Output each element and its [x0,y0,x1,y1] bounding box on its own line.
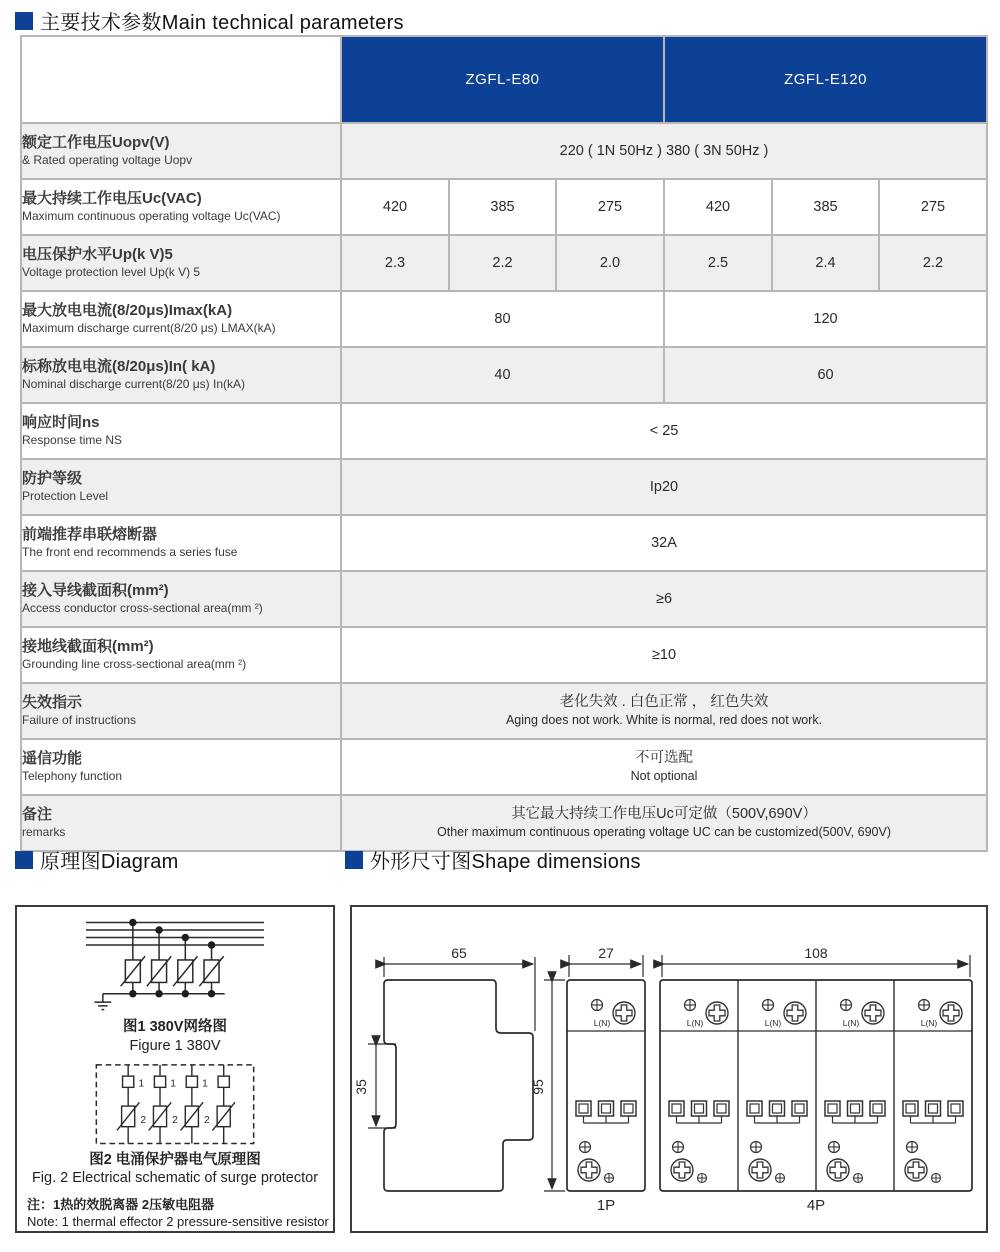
figure2-schematic [89,1063,261,1145]
main-parameters-heading [15,6,404,35]
terminal-label: L(N) [593,1018,611,1028]
row-value: ≥6 [341,571,987,627]
svg-text:L(N): L(N) [920,1018,938,1028]
figure1-schematic [60,915,290,1014]
row-label: 前端推荐串联熔断器 The front end recommends a series fuse [21,515,341,571]
header-zh: 型号规格 [40,65,105,82]
diagram-note-en: Note: 1 thermal effector 2 pressure-sensitive resistor [27,1214,329,1230]
row-value: 275 [556,179,664,235]
blue-square-icon [15,851,33,869]
diagram-heading-text: 原理图Diagram [40,851,179,873]
table-row [21,403,987,459]
row-value: 420 [664,179,772,235]
row-value: 32A [341,515,987,571]
row-label: 响应时间ns Response time NS [21,403,341,459]
screw-icon [592,1000,603,1011]
row-value: 其它最大持续工作电压Uc可定做（500V,690V） Other maximum continuous operating voltage UC can be customized(500V, 690V) [341,795,987,851]
table-header-row [21,36,987,123]
figure2-caption-en: Fig. 2 Electrical schematic of surge protector [31,1170,319,1187]
row-value: 275 [879,179,987,235]
dim-35-label: 35 [353,1079,369,1095]
screw-icon [580,1142,591,1153]
svg-text:L(N): L(N) [686,1018,704,1028]
row-value: 120 [664,291,987,347]
component-label: 2 [204,1115,210,1127]
screw-icon [613,1002,635,1024]
component-label: 1 [138,1078,145,1090]
row-label: 标称放电电流(8/20μs)In( kA) Nominal discharge current(8/20 μs) In(kA) [21,347,341,403]
row-value: 385 [449,179,556,235]
component-label: 1 [202,1078,208,1090]
shape-dimensions-drawing [352,907,985,1230]
row-label: 接地线截面积(mm²) Grounding line cross-sectional area(mm ²) [21,627,341,683]
table-row [21,627,987,683]
row-label: 失效指示 Failure of instructions [21,683,341,739]
row-value: 420 [341,179,449,235]
main-parameters-heading-text: 主要技术参数Main technical parameters [40,12,404,34]
row-label: 最大放电电流(8/20μs)Imax(kA) Maximum discharge current(8/20 μs) LMAX(kA) [21,291,341,347]
blue-square-icon [345,851,363,869]
shape-dimensions-panel [350,905,988,1233]
dim-65-label: 65 [451,945,467,961]
module-1p [567,980,645,1191]
table-row [21,515,987,571]
dim-108-label: 108 [804,945,828,961]
row-label: 最大持续工作电压Uc(VAC) Maximum continuous operating voltage Uc(VAC) [21,179,341,235]
table-row [21,347,987,403]
row-value: 2.4 [772,235,879,291]
screw-icon [578,1159,600,1181]
diagram-note-zh: 注：1热的效脱离器 2压敏电阻器 [27,1196,215,1212]
label-1p: 1P [596,1197,616,1214]
spec-table [20,35,988,852]
row-value: ≥10 [341,627,987,683]
table-row [21,235,987,291]
table-row [21,739,987,795]
svg-text:L(N): L(N) [842,1018,860,1028]
dimension-35 [368,1044,396,1128]
dimension-95 [544,980,565,1191]
row-value: 2.2 [449,235,556,291]
table-row [21,571,987,627]
row-value: 2.3 [341,235,449,291]
row-label: 接入导线截面积(mm²) Access conductor cross-sectional area(mm ²) [21,571,341,627]
row-value: 40 [341,347,664,403]
diagram-heading [15,845,179,874]
table-row [21,795,987,851]
figure1-caption-zh: 图1 380V网络图 [123,1019,227,1036]
component-label: 1 [170,1078,177,1090]
header-en: Model Specifications [40,85,155,99]
row-value: Ip20 [341,459,987,515]
model2-label: ZGFL-E120 [784,71,867,88]
row-label: 电压保护水平Up(k V)5 Voltage protection level Up(k V) 5 [21,235,341,291]
row-value: 2.5 [664,235,772,291]
component-label: 2 [140,1115,147,1127]
row-label: 防护等级 Protection Level [21,459,341,515]
row-value: 60 [664,347,987,403]
component-label: 2 [172,1115,178,1127]
row-value: 2.0 [556,235,664,291]
dim-27-label: 27 [598,945,614,961]
figure1-caption-en: Figure 1 380V [129,1037,221,1054]
row-value: 2.2 [879,235,987,291]
table-row [21,683,987,739]
row-value: 80 [341,291,664,347]
dimension-65 [384,957,535,1031]
diagram-panel [15,905,335,1233]
row-value: 不可选配 Not optional [341,739,987,795]
table-row [21,291,987,347]
row-value: 老化失效 . 白色正常 ， 红色失效 Aging does not work. White is normal, red does not work. [341,683,987,739]
model1-label: ZGFL-E80 [465,71,540,88]
row-label: 额定工作电压Uopv(V) & Rated operating voltage Uopv [21,123,341,179]
table-row [21,459,987,515]
row-value: 220 ( 1N 50Hz ) 380 ( 3N 50Hz ) [341,123,987,179]
table-row [21,123,987,179]
dim-95-label: 95 [530,1079,546,1095]
terminal-icon [621,1101,636,1116]
shape-dimensions-heading [345,845,641,874]
header-model2-cell [664,36,987,123]
row-label: 遥信功能 Telephony function [21,739,341,795]
table-row [21,179,987,235]
header-model1-cell [341,36,664,123]
header-model-spec-cell [21,36,341,123]
screw-icon [605,1174,614,1183]
row-value: < 25 [341,403,987,459]
terminal-icon [599,1101,614,1116]
terminal-icon [576,1101,591,1116]
shape-dimensions-heading-text: 外形尺寸图Shape dimensions [370,851,641,873]
label-4p: 4P [806,1197,826,1214]
blue-square-icon [15,12,33,30]
figure2-caption-zh: 图2 电涌保护器电气原理图 [89,1151,261,1168]
row-label: 备注 remarks [21,795,341,851]
side-profile-outline [384,980,533,1191]
svg-text:L(N): L(N) [764,1018,782,1028]
row-value: 385 [772,179,879,235]
